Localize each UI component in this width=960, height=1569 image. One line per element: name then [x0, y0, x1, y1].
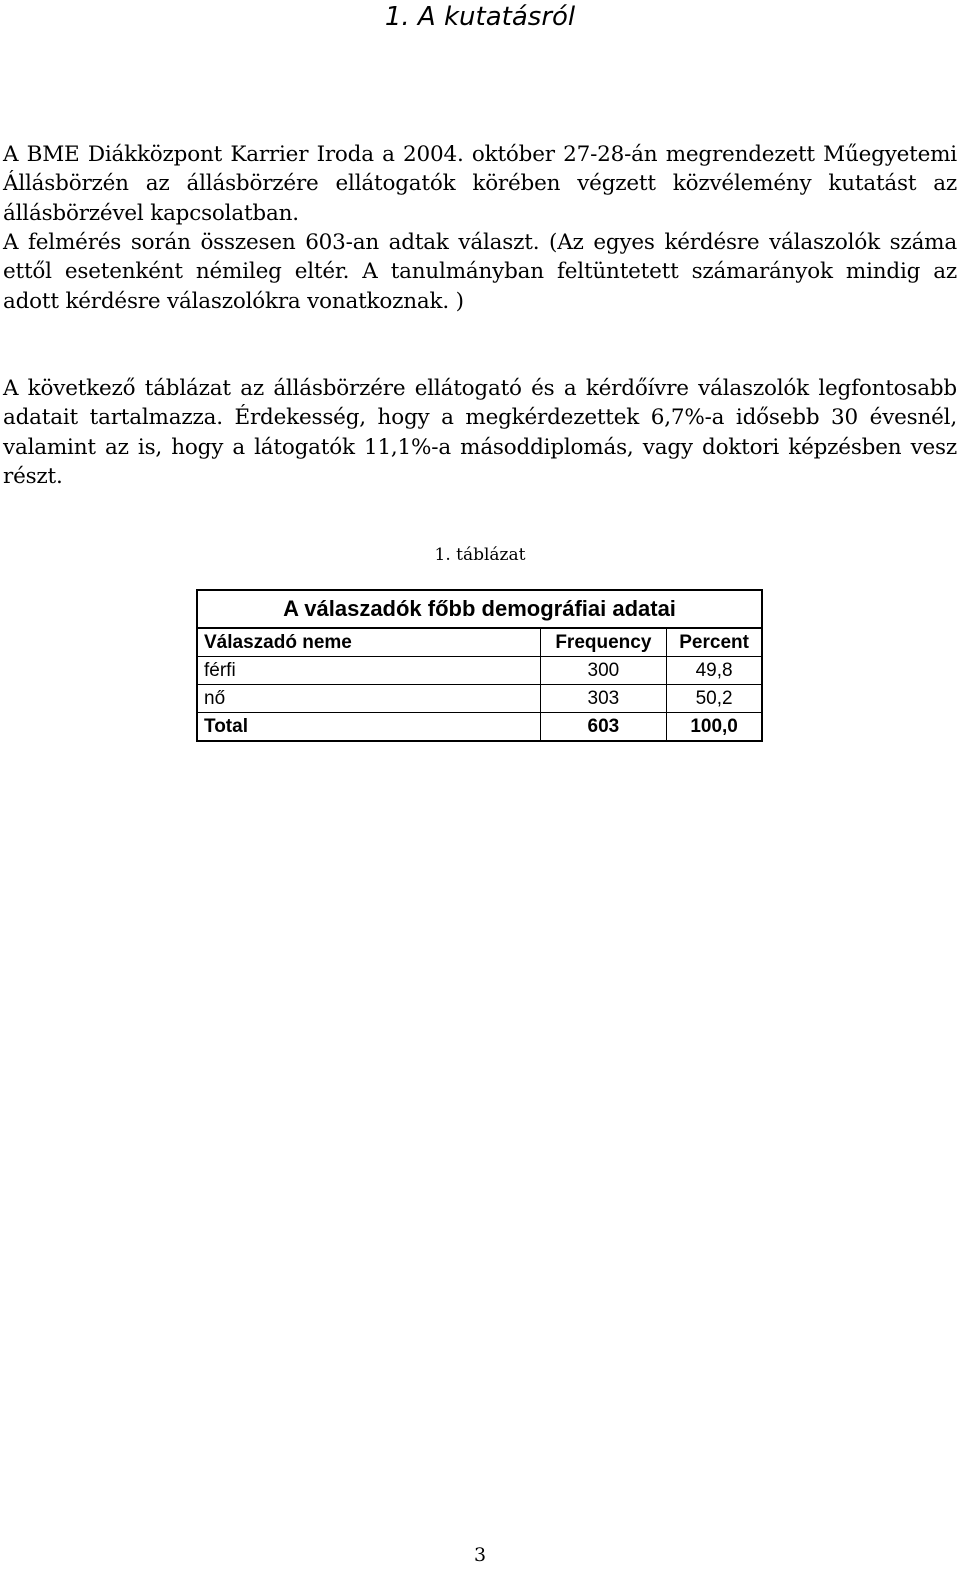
table-title-row — [197, 590, 762, 628]
row-frequency: 300 — [540, 657, 667, 685]
header-frequency: Frequency — [540, 628, 667, 657]
row-percent: 50,2 — [667, 685, 762, 713]
table-caption: 1. táblázat — [434, 545, 526, 565]
table-header-row — [197, 628, 762, 657]
row-percent: 49,8 — [667, 657, 762, 685]
row-frequency: 303 — [540, 685, 667, 713]
table-title: A válaszadók főbb demográfiai adatai — [197, 590, 762, 628]
survey-paragraph: A felmérés során összesen 603-an adtak választ. (Az egyes kérdésre válaszolók száma ettől esetenként némileg eltér. A tanulmányban feltüntetett számarányok mindig az adott kérdésre válaszolókra vonatkoznak. ) — [3, 230, 957, 314]
header-respondent-gender: Válaszadó neme — [197, 628, 540, 657]
section-heading: 1. A kutatásról — [384, 2, 576, 32]
table-intro-paragraph: A következő táblázat az állásbörzére ellátogató és a kérdőívre válaszolók legfontosabb adatait tartalmazza. Érdekesség, hogy a megkérdezettek 6,7%-a idősebb 30 évesnél, valamint az is, hogy a látogatók 11,1%-a másoddiplomás, vagy doktori képzésben vesz részt. — [3, 376, 957, 489]
total-label: Total — [197, 713, 540, 742]
table-total-row — [197, 713, 762, 742]
page-number: 3 — [473, 1544, 487, 1566]
total-percent: 100,0 — [667, 713, 762, 742]
row-label: férfi — [197, 657, 540, 685]
row-label: nő — [197, 685, 540, 713]
total-frequency: 603 — [540, 713, 667, 742]
demographics-table — [196, 589, 763, 742]
table-row — [197, 685, 762, 713]
table-row — [197, 657, 762, 685]
intro-paragraph: A BME Diákközpont Karrier Iroda a 2004. október 27-28-án megrendezett Műegyetemi Állásbörzén az állásbörzére ellátogatók körében végzett közvélemény kutatást az állásbörzével kapcsolatban. — [3, 142, 957, 226]
header-percent: Percent — [667, 628, 762, 657]
